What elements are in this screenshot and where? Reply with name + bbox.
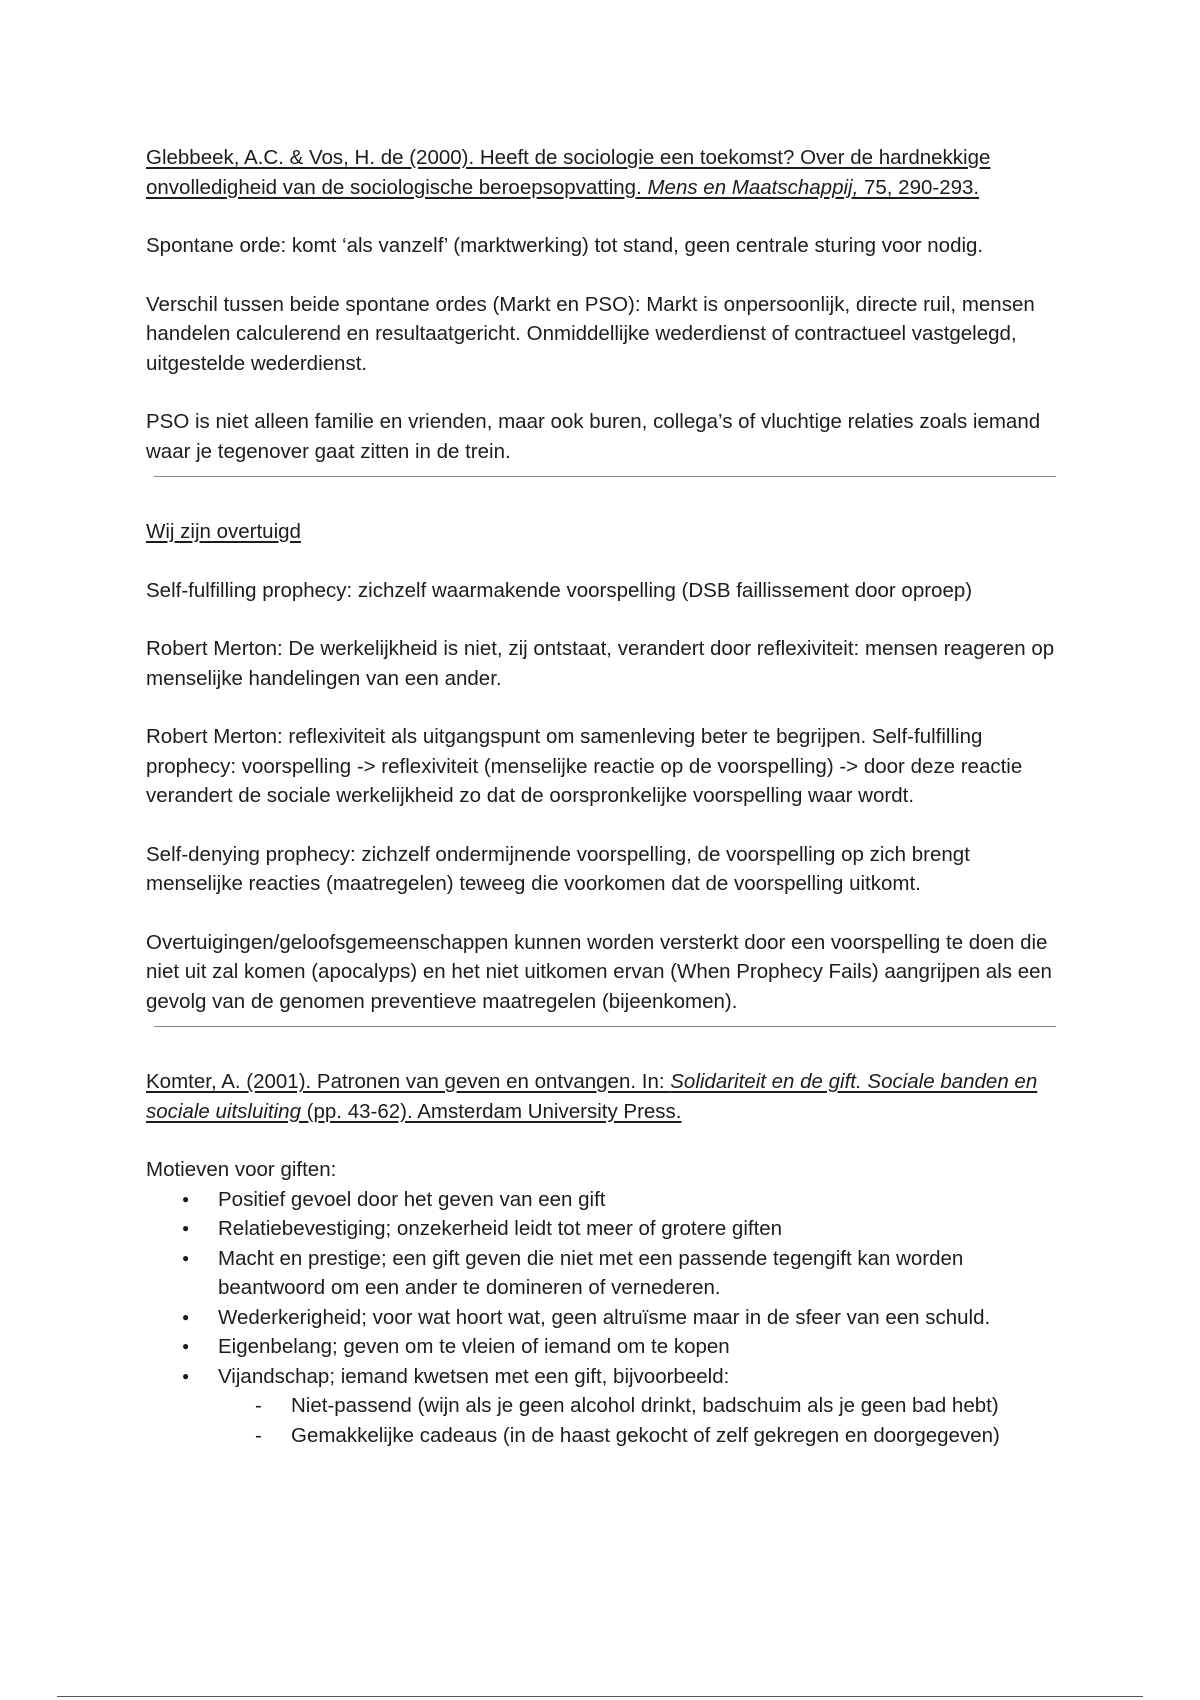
page-footer-line <box>57 1696 1143 1697</box>
paragraph-pso: PSO is niet alleen familie en vrienden, maar ook buren, collega’s of vluchtige relaties zoals iemand waar je tegenover gaat zitten in de trein. <box>146 410 1041 463</box>
book-title: Solidariteit en de gift. Sociale banden en sociale uitsluiting <box>146 1070 1038 1123</box>
citation-text: Glebbeek, A.C. & Vos, H. de (2000). Heeft de sociologie een toekomst? Over de hardnekkige onvolledigheid van de sociologische beroepsopvatting. <box>146 146 991 199</box>
paragraph-merton-2: Robert Merton: reflexiviteit als uitgangspunt om samenleving beter te begrijpen. Self-fulfilling prophecy: voorspelling -> reflexiviteit (menselijke reactie op de voorspelling) -> door deze reactie verandert de sociale werkelijkheid zo dat de oorspronkelijke voorspelling waar wordt. <box>146 725 1023 807</box>
citation-publisher: (pp. 43-62). Amsterdam University Press. <box>300 1099 682 1123</box>
paragraph-self-fulfilling: Self-fulfilling prophecy: zichzelf waarmakende voorspelling (DSB faillissement door oproep) <box>146 578 973 602</box>
sub-list <box>218 1391 1066 1450</box>
document-body <box>146 143 1066 1450</box>
paragraph-spontane-orde: Spontane orde: komt ‘als vanzelf’ (marktwerking) tot stand, geen centrale sturing voor nodig. <box>146 234 984 257</box>
citation-volume: 75, 290-293. <box>858 175 980 199</box>
paragraph-overtuigingen: Overtuigingen/geloofsgemeenschappen kunnen worden versterkt door een voorspelling te doen die niet uit zal komen (apocalyps) en het niet uitkomen ervan (When Prophecy Fails) aangrijpen als een gevolg van de genomen preventieve maatregelen (bijeenkomen). <box>146 930 1052 1013</box>
list-item: ● Macht en prestige; een gift geven die niet met een passende tegengift kan worden beantwoord om een ander te domineren of vernederen. <box>218 1244 1066 1303</box>
citation-komter <box>146 1067 1066 1126</box>
list-item: ● Relatiebevestiging; onzekerheid leidt tot meer of grotere giften <box>218 1214 1066 1244</box>
citation-text: Komter, A. (2001). Patronen van geven en ontvangen. In: <box>146 1070 671 1093</box>
section-divider <box>154 476 1056 477</box>
list-intro: Motieven voor giften: <box>146 1158 337 1181</box>
motives-list <box>146 1185 1066 1451</box>
paragraph-merton-1: Robert Merton: De werkelijkheid is niet, zij ontstaat, verandert door reflexiviteit: mensen reageren op menselijke handelingen van een ander. <box>146 637 1055 690</box>
list-item <box>218 1362 1066 1451</box>
list-item: ● Positief gevoel door het geven van een gift <box>218 1185 1066 1215</box>
list-item: ● Eigenbelang; geven om te vleien of iemand om te kopen <box>218 1332 1066 1362</box>
sub-list-item: - Gemakkelijke cadeaus (in de haast gekocht of zelf gekregen en doorgegeven) <box>291 1421 1066 1451</box>
sub-list-item: - Niet-passend (wijn als je geen alcohol drinkt, badschuim als je geen bad hebt) <box>291 1391 1066 1421</box>
paragraph-verschil-ordes: Verschil tussen beide spontane ordes (Markt en PSO): Markt is onpersoonlijk, directe ruil, mensen handelen calculerend en resultaatgericht. Onmiddellijke wederdienst of contractueel vastgelegd, uitgestelde wederdienst. <box>146 292 1035 375</box>
section-divider <box>154 1026 1056 1027</box>
list-item: ● Wederkerigheid; voor wat hoort wat, geen altruïsme maar in de sfeer van een schuld. <box>218 1303 1066 1333</box>
list-item-text: Vijandschap; iemand kwetsen met een gift, bijvoorbeeld: <box>218 1364 730 1388</box>
citation-glebbeek <box>146 143 1066 202</box>
journal-title: Mens en Maatschappij, <box>647 175 859 199</box>
paragraph-self-denying: Self-denying prophecy: zichzelf ondermijnende voorspelling, de voorspelling op zich brengt menselijke reacties (maatregelen) teweeg die voorkomen dat de voorspelling uitkomt. <box>146 842 970 895</box>
section-heading-overtuigd: Wij zijn overtuigd <box>146 520 301 543</box>
